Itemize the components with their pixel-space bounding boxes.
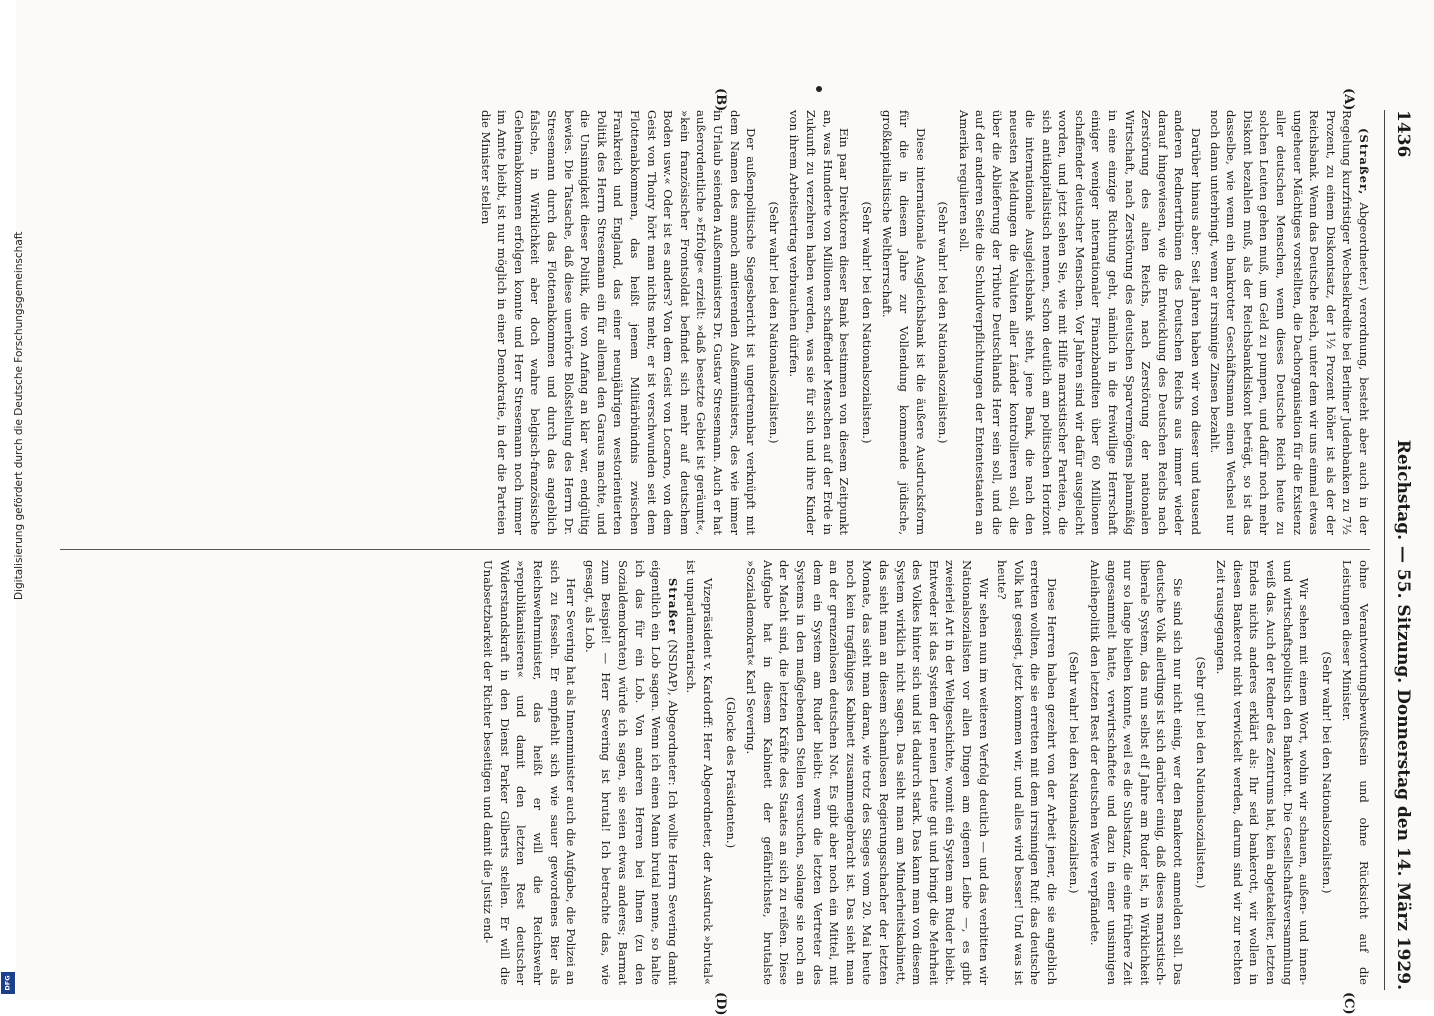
interjection: (Sehr wahr! bei den Nationalsozialisten.) <box>859 201 874 444</box>
paragraph <box>1339 560 1372 985</box>
interjection: (Sehr wahr! bei den Nationalsozialisten.) <box>1067 651 1082 894</box>
paragraph-text: Ein paar Direktoren dieser Bank bestimmen von diesem Zeitpunkt an, was Hunderte von Millionen schaffender Menschen auf der Erde in Zukunft zu verzehren haben werden, was sie für sich und ihre Kinder von ihrem Arbeitsertrag verbrauchen dürfen. <box>787 110 852 535</box>
paragraph-text: Wir sehen mit einem Wort, wohin wir schauen, außen- und innen- und wirtschaftspolitisch den Bankerott. Die Gesellschaftsversammlung weiß das. Auch der Redner des Zentrums hat, kein abgetakelter, letzten Endes nichts anderes erklärt als: Ihr seid bankerott, wir wollen in diesen Bankerott nicht verwickelt werden, darum sind wir zur rechten Zeit rausgegangen. <box>1214 560 1312 985</box>
paragraph <box>994 560 1060 985</box>
paragraph <box>1087 560 1187 985</box>
interjection: (Glocke des Präsidenten.) <box>723 696 738 849</box>
speaker-name: (Straßer, <box>1357 128 1371 196</box>
paragraph-text: Diese Herren haben gezehrt von der Arbeit jener, die sie angeblich erretten wollten, die sie erretten mit dem irrsinnigen Ruf: das deutsche Volk hat gesiegt, jetzt kommen wir, und alles wird besser! Und was ist heute? <box>995 560 1059 985</box>
paragraph-text: Wir sehen nun im weiteren Verfolg deutlich — und das verbitten wir Nationalsozialisten vor allen Dingen am eigenen Leibe —, es gibt zweierlei Art in der Weltgeschichte, womit ein System am Ruder bleibt. Entweder ist das System der neuen Leute gut und bringt die Mehrheit des Volkes hinter sich und ist dadurch stark. Das kann man von diesem System wirklich nicht sagen. Das sieht man am Minderheitskabinett, das sieht man an diesem schamlosen Regierungsschacher der letzten Monate, das sieht man daran, wie trotz des Sieges vom 20. Mai heute noch kein tragfähiges Kabinett zusammengebracht ist. Das sieht man an der grenzenlosen deutschen Not. Es gibt aber noch ein Mittel, mit dem ein System am Ruder bleibt: wenn die letzten Vertreter des Systems in den maßgebenden Stellen versuchen, solange sie noch an der Macht sind, die letzten Kräfte des Staates an sich zu reißen. Diese Aufgabe hat in diesem Kabinett der gefährlichste, brutalste »Sozialdemokrat« Karl Severing. <box>744 560 991 985</box>
paragraph <box>1213 560 1313 985</box>
margin-marker-d: (D) <box>713 992 728 1016</box>
paragraph-text: Sie sind sich nur nicht einig, wer den Bankerott anmelden soll. Das deutsche Volk allerdings ist sich darüber einig, daß dieses marxistisch-liberale System, das nun selbst elf Jahre am Ruder ist, in Wirklichkeit nur so lange bleiben konnte, weil es die Substanz, die eine frühere Zeit angesammelt hatte, verwirtschaftete und dazu in einer unsinnigen Anleihepolitik den letzten Rest der deutschen Werte verpfändete. <box>1088 560 1186 985</box>
interjection: (Sehr wahr! bei den Nationalsozialisten.) <box>936 201 951 444</box>
margin-marker-a: (A) <box>1341 88 1356 111</box>
paragraph <box>879 110 929 535</box>
paragraph-text: ohne Verantwortungsbewußtsein und ohne Rücksicht auf die Leistungen dieser Minister. <box>1340 560 1371 985</box>
header-rule <box>1384 110 1385 990</box>
margin-marker-b: (B) <box>713 88 728 112</box>
paragraph <box>955 110 1204 535</box>
paragraph-text: Darüber hinaus aber: Seit Jahren haben wir von dieser und tausend anderen Rednertribünen des Deutschen Reichs aus immer wieder darauf hingewiesen, wie die Entwicklung des Deutschen Reichs nach Zerstörung des alten Reichs, nach Zerstörung der nationalen Wirtschaft, nach Zerstörung des deutschen Sparvermögens planmäßig in eine einzige Richtung geht, nämlich in die freiwillige Herrschaft einiger weniger internationaler Finanzbanditen über 60 Millionen schaffender deutscher Menschen. Vor Jahren sind wir dafür ausgelacht worden, und jetzt sehen Sie, wie mit Hilfe marxistischer Parteien, die sich antikapitalistisch nennen, schon deutlich am politischen Horizont die internationale Ausgleichsbank steht, jene Bank, die nach den neuesten Meldungen die Valuten aller Länder kontrollieren soll, die über die Ablieferung der Tribute Deutschlands Herr sein soll, und die auf der anderen Seite die Schuldverpflichtungen der Ententestaaten an Amerika regulieren soll. <box>956 110 1204 535</box>
paragraph-text: Herr Severing hat als Innenminister auch die Aufgabe, die Polizei an sich zu fesseln. Er empfiehlt sich wie sauer gewordenes Bier als Reichswehrminister, das heißt er will die Reichswehr »republikanisieren« und damit den letzten Rest deutscher Widerstandskraft in den Dienst Parker Gilberts stellen. Er will die Unabsetzbarkeit der Richter beseitigen und damit die Justiz end- <box>481 560 579 985</box>
paragraph <box>786 110 852 535</box>
paragraph <box>480 560 580 985</box>
footer-credit-text: Digitalisierung gefördert durch die Deutsche Forschungsgemeinschaft <box>13 231 25 600</box>
interjection: (Sehr wahr! bei den Nationalsozialisten.) <box>1319 651 1334 894</box>
dfg-logo-icon <box>1 972 15 994</box>
interjection: (Sehr gut! bei den Nationalsozialisten.) <box>1193 656 1208 889</box>
paragraph-text: Vizepräsident v. Kardorff: Herr Abgeordneter, der Ausdruck »brutal« ist unparlamentarisch. <box>684 560 716 985</box>
running-title: Reichstag. — 55. Sitzung. Donnerstag den 14. März 1929. <box>1393 439 1413 990</box>
page-number: 1436 <box>1393 110 1413 158</box>
column-divider <box>60 549 1370 550</box>
left-text-column <box>42 110 1372 535</box>
right-text-column <box>42 560 1372 985</box>
paragraph <box>1206 110 1372 535</box>
paragraph-text: (NSDAP), Abgeordneter: Ich wollte Herrn Severing damit eigentlich ein Lob sagen. Wenn ich einen Mann brutal nenne, so halte ich das für ein Lob. Von anderen Herren bei Ihnen (zu den Sozialdemokraten) würde ich sagen, sie seien etwas anderes; Barmat zum Beispiel! — Herr Severing ist brutal! Ich betrachte das, wie gesagt, als Lob. <box>582 560 680 985</box>
paragraph <box>581 560 681 985</box>
paragraph <box>683 560 716 985</box>
paragraph <box>743 560 992 985</box>
paragraph-text: Diese internationale Ausgleichsbank ist die äußere Ausdrucksform für die in diesem Jahre zur Vollendung kommende jüdische, großkapitalistische Weltherrschaft. <box>880 110 928 535</box>
paragraph-text: Der außenpolitische Siegesbericht ist ungetrennbar verknüpft mit dem Namen des annoch amtierenden Außenministers, des wie immer in Urlaub seienden Außenministers Dr. Gustav Stresemann. Auch er hat außerordentliche »Erfolge« erzielt: »daß besetzte Gebiet ist geräumt«, »kein französischer Frontsoldat befindet sich mehr auf deutschem Boden usw.« Oder ist es anders? Von dem Geist von Locarno, von dem Geist von Thoiry hört man nichts mehr, er ist verschwunden seit dem Flottenabkommen, das heißt jenem Militärbündnis zwischen Frankreich und England, das einer neunjährigen westorientierten Politik des Herrn Stresemann ein für allemal den Garaus machte, und die Unsinnigkeit dieser Politik, die von Anfang an klar war, endgültig bewies. Die Tatsache, daß diese unerhörte Bloßstellung des Herrn Dr. Stresemann durch das Flottenabkommen und durch das angeblich falsche, in Wirklichkeit aber doch wahre belgisch-französische Geheimabkommen erfolgen konnte und Herr Stresemann noch immer im Amte bleibt, ist nur möglich in einer Demokratie, in der die Parteien die Minister stellen <box>478 110 759 535</box>
digitization-footer <box>0 0 25 1000</box>
margin-marker-c: (C) <box>1341 992 1356 1015</box>
page-header <box>1388 110 1418 990</box>
paragraph <box>477 110 759 535</box>
bullet-dot-icon <box>816 86 822 92</box>
dfg-logo-text: DFG <box>4 975 13 991</box>
speaker-name: Straßer <box>665 578 680 635</box>
paragraph-text: Abgeordneter.) verordnung, besteht aber auch in der Regelung kurzfristiger Wechselkredite bei Berliner Judenbanken zu 7½ Prozent, zu einem Diskontsatz, der 1½ Prozent höher ist als der der Reichsbank. Wenn das Deutsche Reich, unter dem wir uns einmal etwas ungeheuer Mächtiges vorstellten, die Dachorganisation für die Existenz aller deutschen Menschen, wenn dieses Deutsche Reich heute zu solchen Leuten gehen muß, um Geld zu pumpen, und dafür noch mehr Diskont bezahlen muß, als der Reichsbankdiskont beträgt, so ist das dasselbe, wie wenn ein bankrotter Geschäftsmann einen Wechsel nur noch dann unterbringt, wenn er irrsinnige Zinsen bezahlt. <box>1207 110 1371 535</box>
interjection: (Sehr wahr! bei den Nationalsozialisten.) <box>766 201 781 444</box>
